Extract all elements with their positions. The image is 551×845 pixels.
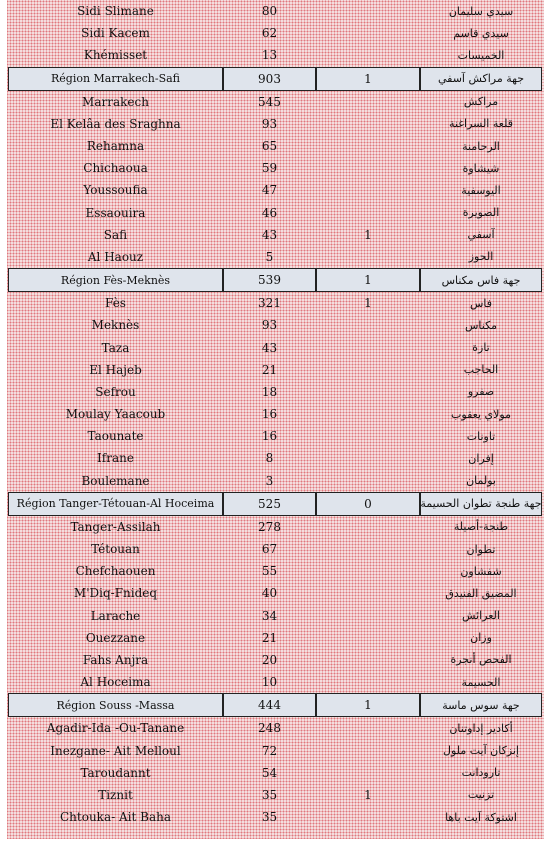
count-value: 525: [223, 492, 316, 516]
count-value: 539: [223, 268, 316, 292]
arabic-name: الفحص أنجرة: [450, 653, 512, 667]
arabic-name: الرحامنة: [462, 139, 500, 153]
province-name: Al Hoceima: [80, 675, 151, 690]
province-name: Taza: [101, 340, 130, 355]
province-row: [0, 560, 551, 582]
province-name: Tanger-Assilah: [70, 519, 161, 534]
arabic-name: تطوان: [466, 542, 496, 556]
secondary-count: [316, 0, 420, 22]
province-name: Taroudannt: [80, 765, 151, 780]
secondary-count: [316, 113, 420, 135]
count-value: 55: [261, 564, 278, 579]
province-name: Sidi Slimane: [77, 4, 154, 19]
count-value: 59: [261, 161, 278, 176]
secondary-count: [316, 762, 420, 784]
province-name: Fès: [105, 296, 126, 311]
province-name: Al Haouz: [87, 249, 144, 264]
count-value: 35: [261, 810, 278, 825]
province-name: Chtouka- Ait Baha: [60, 810, 171, 825]
count-value: 93: [261, 318, 278, 333]
bottom-margin: [0, 839, 551, 845]
count-value: 16: [261, 429, 278, 444]
region-name: Région Marrakech-Safi: [8, 67, 223, 91]
count-value: 10: [261, 675, 278, 690]
region-name: Région Fès-Meknès: [8, 268, 223, 292]
province-row: [0, 224, 551, 246]
province-row: [0, 627, 551, 649]
province-name: Youssoufia: [83, 183, 148, 198]
count-value: 40: [261, 586, 278, 601]
secondary-count: 1: [364, 787, 372, 802]
count-value: 43: [261, 340, 278, 355]
arabic-name: اشتوكة آيت باها: [445, 810, 517, 824]
province-row: [0, 806, 551, 828]
province-row: [0, 425, 551, 447]
arabic-name: جهة طنجة تطوان الحسيمة: [420, 492, 542, 516]
region-header-row: [0, 268, 551, 292]
province-row: [0, 246, 551, 268]
count-value: 444: [223, 693, 316, 717]
province-name: Agadir-Ida -Ou-Tanane: [46, 721, 185, 736]
secondary-count: [316, 246, 420, 268]
secondary-count: [316, 538, 420, 560]
region-header-row: [0, 693, 551, 717]
province-row: [0, 582, 551, 604]
arabic-name: فاس: [469, 296, 493, 310]
secondary-count: 1: [364, 227, 372, 242]
count-value: 278: [258, 519, 281, 534]
province-row: [0, 314, 551, 336]
region-name: Région Tanger-Tétouan-Al Hoceima: [8, 492, 223, 516]
region-header-row: [0, 492, 551, 516]
count-value: 20: [261, 652, 278, 667]
secondary-count: [316, 22, 420, 44]
arabic-name: تارودانت: [461, 766, 501, 780]
secondary-count: [316, 91, 420, 113]
secondary-count: 1: [316, 268, 420, 292]
secondary-count: [316, 202, 420, 224]
province-name: Tiznit: [98, 787, 133, 802]
province-row: [0, 292, 551, 314]
secondary-count: [316, 516, 420, 538]
province-name: Essaouira: [85, 205, 146, 220]
province-row: [0, 44, 551, 66]
arabic-name: الحاجب: [463, 363, 499, 377]
arabic-name: شيشاوة: [462, 161, 500, 175]
province-name: Safi: [103, 227, 128, 242]
province-row: [0, 538, 551, 560]
count-value: 54: [261, 765, 278, 780]
count-value: 72: [261, 743, 278, 758]
province-name: Boulemane: [81, 473, 150, 488]
arabic-name: جهة سوس ماسة: [420, 693, 542, 717]
province-name: M'Diq-Fnideq: [73, 586, 158, 601]
secondary-count: [316, 179, 420, 201]
count-value: 80: [261, 4, 278, 19]
province-name: Marrakech: [82, 94, 149, 109]
province-name: Ouezzane: [85, 630, 146, 645]
province-name: Moulay Yaacoub: [65, 407, 166, 422]
arabic-name: تازة: [472, 341, 490, 355]
arabic-name: بولمان: [466, 474, 496, 488]
count-value: 46: [261, 205, 278, 220]
secondary-count: [316, 470, 420, 492]
secondary-count: [316, 806, 420, 828]
province-name: Chefchaouen: [75, 564, 156, 579]
count-value: 8: [265, 451, 274, 466]
count-value: 3: [265, 473, 274, 488]
secondary-count: [316, 314, 420, 336]
province-name: Ifrane: [97, 451, 134, 466]
province-name: El Hajeb: [89, 362, 142, 377]
count-value: 545: [258, 94, 281, 109]
secondary-count: [316, 671, 420, 693]
province-row: [0, 179, 551, 201]
secondary-count: 1: [364, 296, 372, 311]
count-value: 67: [261, 542, 278, 557]
count-value: 21: [261, 362, 278, 377]
arabic-name: الصويرة: [462, 206, 500, 220]
arabic-name: تاونات: [466, 429, 496, 443]
arabic-name: الخميسات: [457, 48, 505, 62]
province-row: [0, 359, 551, 381]
arabic-name: إنزكان آيت ملول: [443, 744, 519, 758]
province-row: [0, 336, 551, 358]
province-row: [0, 157, 551, 179]
arabic-name: أكادير إداوتنان: [449, 721, 513, 735]
arabic-name: المضيق الفنيدق: [445, 586, 517, 600]
arabic-name: سيدي سليمان: [448, 4, 514, 18]
province-name: Sefrou: [95, 384, 136, 399]
province-name: Tétouan: [91, 542, 140, 557]
province-row: [0, 784, 551, 806]
province-row: [0, 403, 551, 425]
province-row: [0, 22, 551, 44]
province-name: Meknès: [91, 318, 140, 333]
count-value: 18: [261, 384, 278, 399]
count-value: 13: [261, 48, 278, 63]
count-value: 43: [261, 227, 278, 242]
province-name: Rehamna: [86, 139, 145, 154]
province-row: [0, 649, 551, 671]
secondary-count: [316, 381, 420, 403]
region-name: Région Souss -Massa: [8, 693, 223, 717]
arabic-name: الحسيمة: [461, 675, 501, 689]
province-name: Taounate: [87, 429, 144, 444]
arabic-name: وزان: [470, 631, 492, 645]
count-value: 16: [261, 407, 278, 422]
secondary-count: [316, 336, 420, 358]
secondary-count: [316, 560, 420, 582]
province-name: Khémisset: [83, 48, 148, 63]
arabic-name: طنجة-أصيلة: [453, 520, 509, 534]
province-name: Larache: [90, 608, 141, 623]
province-row: [0, 91, 551, 113]
province-name: Chichaoua: [83, 161, 148, 176]
arabic-name: الحوز: [468, 250, 494, 264]
secondary-count: [316, 627, 420, 649]
secondary-count: [316, 157, 420, 179]
count-value: 5: [265, 249, 274, 264]
arabic-name: إفران: [468, 451, 494, 465]
count-value: 47: [261, 183, 278, 198]
arabic-name: صفرو: [467, 385, 495, 399]
province-row: [0, 717, 551, 739]
secondary-count: [316, 739, 420, 761]
province-row: [0, 671, 551, 693]
secondary-count: [316, 649, 420, 671]
count-value: 903: [223, 67, 316, 91]
province-row: [0, 762, 551, 784]
secondary-count: [316, 582, 420, 604]
province-row: [0, 739, 551, 761]
secondary-count: 1: [316, 693, 420, 717]
province-name: Fahs Anjra: [82, 652, 149, 667]
secondary-count: [316, 605, 420, 627]
secondary-count: 1: [316, 67, 420, 91]
count-value: 93: [261, 116, 278, 131]
secondary-count: [316, 403, 420, 425]
arabic-name: جهة مراكش آسفي: [420, 67, 542, 91]
province-row: [0, 447, 551, 469]
arabic-name: مراكش: [463, 95, 499, 109]
secondary-count: [316, 425, 420, 447]
province-row: [0, 202, 551, 224]
count-value: 34: [261, 608, 278, 623]
arabic-name: تزنيت: [467, 788, 495, 802]
arabic-name: آسفي: [467, 228, 495, 242]
arabic-name: سيدي قاسم: [453, 26, 509, 40]
arabic-name: شفشاون: [460, 564, 502, 578]
count-value: 65: [261, 139, 278, 154]
count-value: 21: [261, 630, 278, 645]
province-name: Inezgane- Ait Melloul: [50, 743, 181, 758]
province-name: Sidi Kacem: [81, 26, 150, 41]
province-row: [0, 135, 551, 157]
region-header-row: [0, 67, 551, 91]
secondary-count: [316, 44, 420, 66]
arabic-name: جهة فاس مكناس: [420, 268, 542, 292]
secondary-count: [316, 135, 420, 157]
count-value: 35: [261, 787, 278, 802]
secondary-count: [316, 359, 420, 381]
count-value: 62: [261, 26, 278, 41]
arabic-name: قلعة السراغنة: [449, 117, 513, 131]
province-row: [0, 605, 551, 627]
province-row: [0, 0, 551, 22]
arabic-name: مكناس: [464, 318, 498, 332]
secondary-count: 0: [316, 492, 420, 516]
arabic-name: اليوسفية: [461, 183, 501, 197]
arabic-name: مولاي يعقوب: [451, 407, 511, 421]
arabic-name: العرائش: [462, 609, 500, 623]
province-name: El Kelâa des Sraghna: [50, 116, 181, 131]
secondary-count: [316, 717, 420, 739]
count-value: 248: [258, 721, 281, 736]
secondary-count: [316, 447, 420, 469]
province-row: [0, 516, 551, 538]
province-row: [0, 381, 551, 403]
province-row: [0, 113, 551, 135]
count-value: 321: [258, 296, 281, 311]
province-row: [0, 470, 551, 492]
